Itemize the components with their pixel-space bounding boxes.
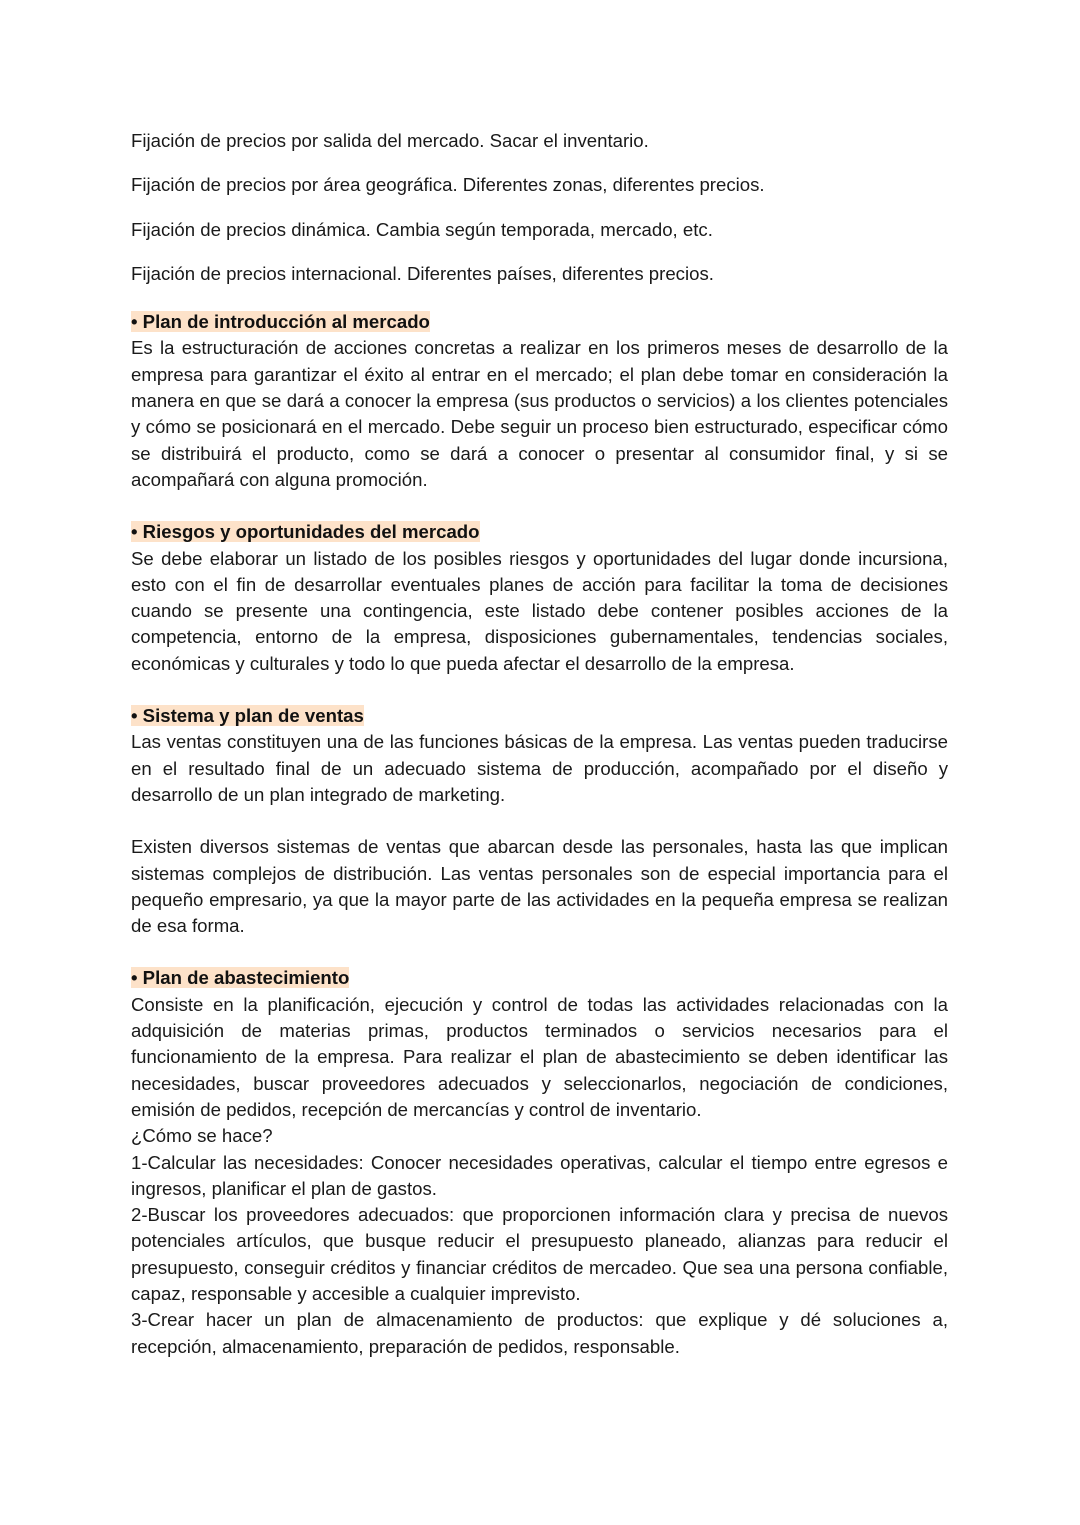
- section-paragraph: Existen diversos sistemas de ventas que abarcan desde las personales, hasta las que implican sistemas complejos de distribución. Las ventas personales son de especial importancia para el pequeño empresario, ya que la mayor parte de las actividades en la pequeña empresa se realizan de esa forma.: [131, 836, 948, 937]
- section-paragraph: Se debe elaborar un listado de los posibles riesgos y oportunidades del lugar donde incursiona, esto con el fin de desarrollar eventuales planes de acción para facilitar la toma de decisiones cuando se presente una contingencia, este listado debe contener posibles acciones de la competencia, entorno de la empresa, disposiciones gubernamentales, tendencias sociales, económicas y culturales y todo lo que pueda afectar el desarrollo de la empresa.: [131, 547, 948, 674]
- step-item: 1-Calcular las necesidades: Conocer necesidades operativas, calcular el tiempo entre egresos e ingresos, planificar el plan de gastos.: [131, 1151, 948, 1199]
- step-item: 2-Buscar los proveedores adecuados: que proporcionen información clara y precisa de nuevos potenciales artículos, que busque reducir el presupuesto planeado, alianzas para reducir el presupuesto, conseguir créditos y financiar créditos de mercadeo. Que sea una persona confiable, capaz, responsable y accesible a cualquier imprevisto.: [131, 1204, 948, 1304]
- question-line: ¿Cómo se hace?: [131, 1125, 273, 1147]
- section-heading: [131, 519, 948, 545]
- step-item: 3-Crear hacer un plan de almacenamiento de productos: que explique y dé soluciones a, recepción, almacenamiento, preparación de pedidos, responsable.: [131, 1309, 948, 1357]
- pricing-line: Fijación de precios internacional. Diferentes países, diferentes precios.: [131, 262, 714, 284]
- section-heading: [131, 309, 948, 335]
- section-heading: [131, 965, 948, 991]
- highlighted-heading-text: • Plan de introducción al mercado: [131, 311, 430, 333]
- section-plan-abastecimiento: [131, 965, 948, 1359]
- pricing-line: Fijación de precios por área geográfica. Diferentes zonas, diferentes precios.: [131, 174, 765, 196]
- section-paragraph: Consiste en la planificación, ejecución y control de todas las actividades relacionadas con la adquisición de materias primas, productos terminados o servicios necesarios para el funcionamiento de la empresa. Para realizar el plan de abastecimiento se deben identificar las necesidades, buscar proveedores adecuados y seleccionarlos, negociación de condiciones, emisión de pedidos, recepción de mercancías y control de inventario.: [131, 993, 948, 1120]
- section-paragraph: Las ventas constituyen una de las funciones básicas de la empresa. Las ventas pueden traducirse en el resultado final de un adecuado sistema de producción, acompañado por el diseño y desarrollo de un plan integrado de marketing.: [131, 731, 948, 805]
- section-sistema-ventas: [131, 703, 948, 939]
- section-heading: [131, 703, 948, 729]
- highlighted-heading-text: • Sistema y plan de ventas: [131, 705, 364, 727]
- section-plan-introduccion: [131, 309, 948, 493]
- section-riesgos-oportunidades: [131, 519, 948, 677]
- highlighted-heading-text: • Plan de abastecimiento: [131, 967, 350, 989]
- pricing-line: Fijación de precios dinámica. Cambia según temporada, mercado, etc.: [131, 218, 713, 240]
- pricing-line: Fijación de precios por salida del mercado. Sacar el inventario.: [131, 130, 649, 151]
- highlighted-heading-text: • Riesgos y oportunidades del mercado: [131, 521, 480, 543]
- document-page: [131, 128, 948, 1386]
- section-paragraph: Es la estructuración de acciones concretas a realizar en los primeros meses de desarrollo de la empresa para garantizar el éxito al entrar en el mercado; el plan debe tomar en consideración la manera en que se dará a conocer la empresa (sus productos o servicios) a los clientes potenciales y cómo se posicionará en el mercado. Debe seguir un proceso bien estructurado, especificar cómo se distribuirá el producto, como se dará a conocer o presentar al consumidor final, y si se acompañará con alguna promoción.: [131, 337, 948, 490]
